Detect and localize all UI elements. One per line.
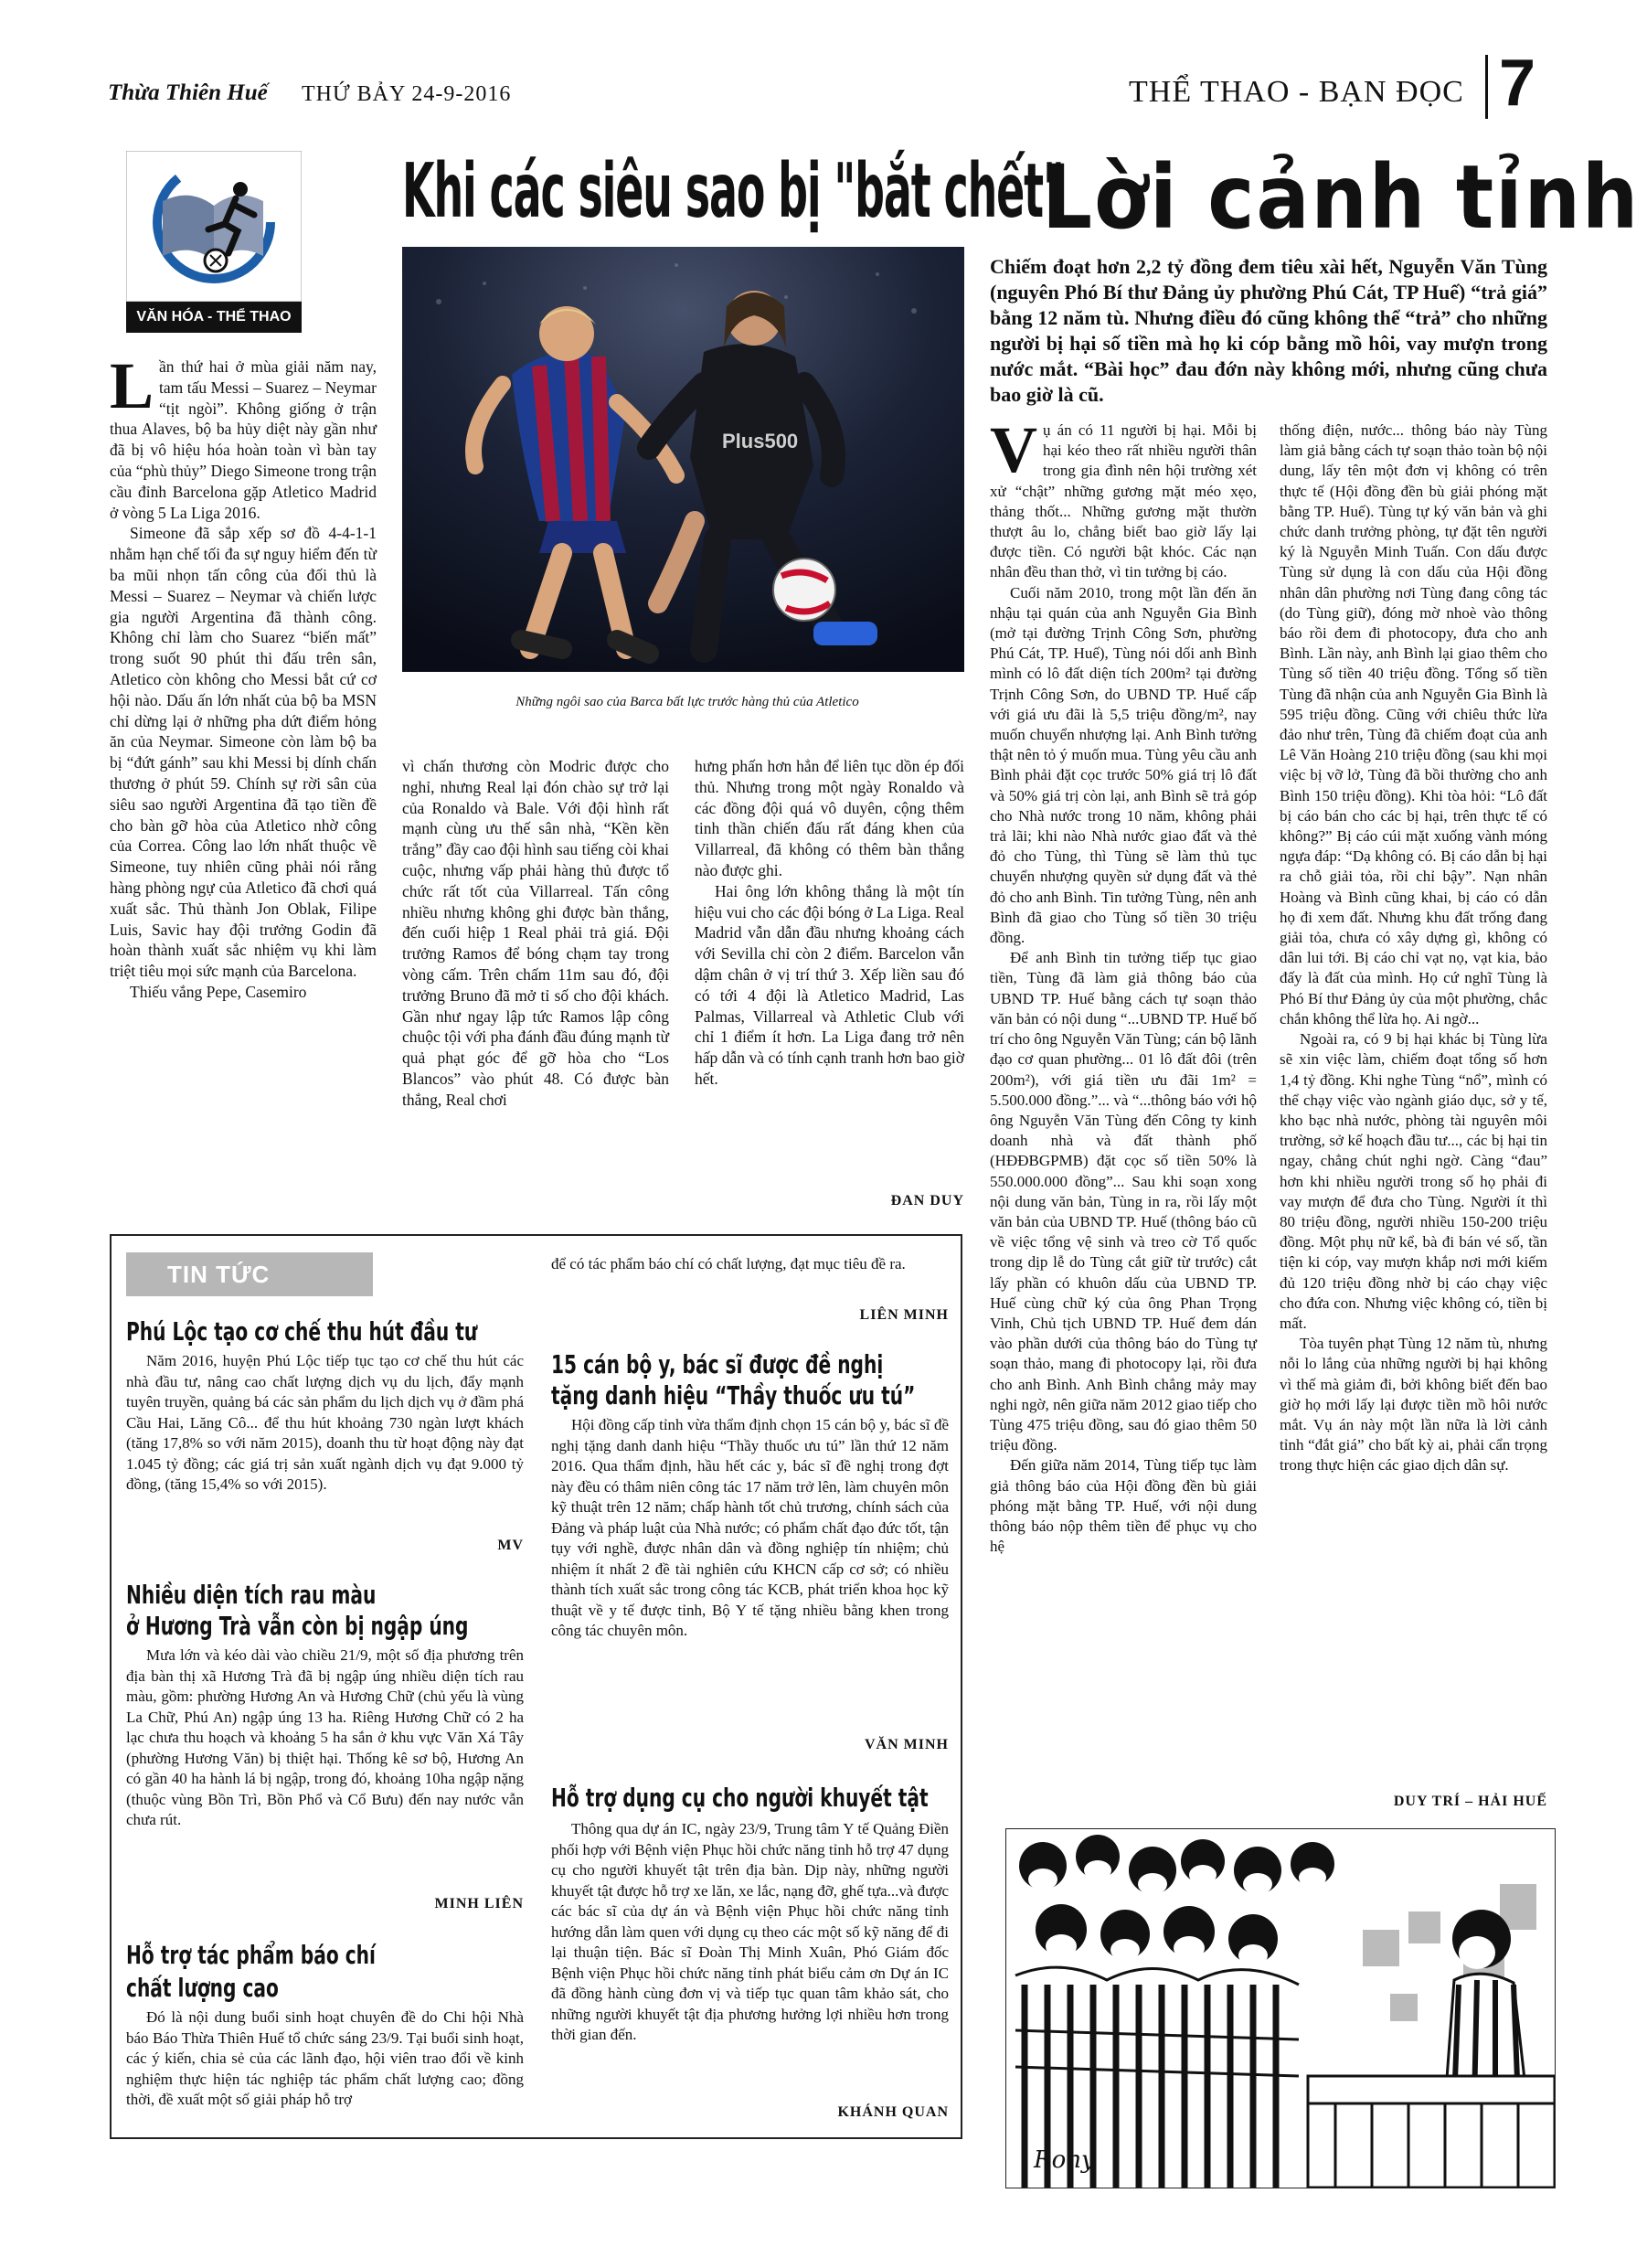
sport-article-column-3 — [695, 756, 964, 1090]
news-author: MINH LIÊN — [434, 1896, 524, 1911]
paragraph: Đến giữa năm 2014, Tùng tiếp tục làm giả thông báo của Hội đồng đền bù giải phóng mặt bằng TP. Huế, với nội dung thông báo nộp thêm tiền để phục vụ cho hệ — [990, 1456, 1257, 1556]
news-title: Hỗ trợ tác phẩm báo chí — [126, 1940, 376, 1970]
sport-article-column-2 — [402, 756, 669, 1111]
news-author: VĂN MINH — [865, 1737, 949, 1752]
sketch-signature: Rony — [1034, 2146, 1095, 2174]
paragraph: thống điện, nước... thông báo này Tùng làm giả bằng cách tự soạn thảo toàn bộ nội dung, lấy tên một đơn vị không có trên thực tế (Hội đồng đền bù giải phóng mặt bằng TP. Huế). Tùng tự ký văn bản và ghi chức danh trưởng phòng, tự đặt tên người ký là Nguyễn Minh Tuấn. Con dấu được Tùng sử dụng là con dấu của Hội đồng nhân dân phường nơi Tùng đang công tác (do Tùng giữ), đóng mờ nhoè vào thông báo rồi đem đi photocopy, đưa cho anh Bình. Lần này, anh Bình lại giao thêm cho Tùng số tiền 40 triệu đồng. Tổng số tiền Tùng đã nhận của anh Nguyễn Gia Bình là 595 triệu đồng. Cũng với chiêu thức lừa đảo như trên, Tùng đã chiếm đoạt của anh Lê Văn Hoàng 210 triệu đồng (sau khi mọi việc bị vỡ lở, Tùng đã bồi thường cho anh Bình 150 triệu đồng). Khi tòa hỏi: “Lô đất bị cáo bán cho các bị hại, trên thực tế có không?” Bị cáo cúi mặt xuống vành móng ngựa đáp: “Dạ không có. Bị cáo dẫn bị hại ra chỗ giải tỏa, rồi chỉ bậy”. Nạn nhân Hoàng và Bình cũng khai, bị cáo có dẫn họ đi xem đất. Nhưng khu đất trống đang giải tỏa, chưa có xây dựng gì, không có dân lui tới. Bị cáo chỉ vạt nọ, vạt kia, bảo đấy là đất của mình. Họ cứ nghĩ Tùng là Phó Bí thư Đảng ủy của một phường, chắc chắn không thể lừa họ. Ai ngờ... — [1280, 421, 1547, 1028]
issue-date: THỨ BẢY 24-9-2016 — [302, 82, 512, 106]
logo-label: VĂN HÓA - THỂ THAO — [126, 302, 302, 333]
paragraph: Simeone đã sắp xếp sơ đồ 4-4-1-1 nhằm hạn chế tối đa sự nguy hiểm đến từ ba mũi nhọn tấn công của đối thủ là Messi – Suarez – Neymar và chiến lược gia người Argentina đã thành công. Không chỉ làm cho Suarez “biến mất” trong suốt 90 phút thi đấu trên sân, Atletico còn không cho Messi bắt cứ cơ hội nào. Dấu ấn lớn nhất của bộ ba MSN chỉ dừng lại ở những pha dứt điểm hỏng ăn của Neymar. Simeone còn làm bộ ba bị “đứt gánh” sau khi Messi bị dính chấn thương ở phút 59. Chính sự rời sân của siêu sao người Argentina đã tạo tiền đề cho bàn gỡ hòa của Atletico nhờ công của Correa. Công lao lớn nhất thuộc về Simeone, tuy nhiên cũng phải nói rằng hàng phòng ngự của Atletico đã chơi quá xuất sắc. Thủ thành Jon Oblak, Filipe Luis, Savic hay đội trưởng Godin đã hoàn thành xuất sắc nhiệm vụ khi làm triệt tiêu mọi sức mạnh của Barcelona. — [110, 524, 377, 981]
sport-article-column-1 — [110, 349, 377, 1003]
football-photo — [402, 247, 964, 672]
dropcap-l: L — [110, 349, 154, 422]
section-title: THỂ THAO - BẠN ĐỌC — [1129, 75, 1464, 109]
paragraph: hưng phấn hơn hẳn để liên tục dồn ép đối thủ. Nhưng trong một ngày Ronaldo và các đồng đội quá vô duyên, cộng thêm tinh thần chiến đấu rất đáng khen của Villarreal, đã không có thêm bàn thắng nào được ghi. — [695, 757, 964, 879]
paragraph: Cuối năm 2010, trong một lần đến ăn nhậu tại quán của anh Nguyễn Gia Bình (mở tại đường Trịnh Công Sơn, phường Phú Cát, TP. Huế), Tùng nói dối anh Bình mình có lô đất diện tích 200m² tại đường Trịnh Công Sơn, do UBND TP. Huế cấp với giá ưu đãi là 5,5 triệu đồng/m², nay muốn chuyển nhượng lại. Anh Bình tưởng thật nên tỏ ý muốn mua. Tùng yêu cầu anh Bình phải đặt cọc trước 50% giá trị lô đất và 50% giá trị còn lại, anh Bình sẽ trả góp cho Nhà nước trong 10 năm, không phải trả lãi; khi nào Nhà nước giao đất và thẻ đỏ cho Tùng, thì Tùng sẽ làm thủ tục chuyển nhượng quyền sử dụng đất và thẻ đỏ cho anh Bình. Tin tưởng Tùng, nên anh Bình đã giao cho Tùng số tiền 30 triệu đồng. — [990, 583, 1257, 947]
news-author: MV — [497, 1538, 524, 1553]
news-title: Hỗ trợ dụng cụ cho người khuyết tật — [551, 1783, 929, 1813]
header-divider — [1485, 55, 1488, 119]
newspaper-name: Thừa Thiên Huế — [108, 80, 268, 105]
court-author: DUY TRÍ – HẢI HUẾ — [1393, 1794, 1547, 1809]
court-article-title: Lời cảnh tỉnh — [1042, 146, 1641, 249]
news-body: Đó là nội dung buổi sinh hoạt chuyên đề do Chi hội Nhà báo Báo Thừa Thiên Huế tổ chức sáng 23/9. Tại buổi sinh hoạt, các ý kiến, chia sẻ của các lãnh đạo, hội viên trao đổi về kinh nghiệm thực hiện tác nghiệp tác phẩm chất lượng cao; đồng thời, đề xuất một số giải pháp hỗ trợ — [126, 2008, 524, 2108]
news-title: chất lượng cao — [126, 1973, 279, 2003]
news-body: Mưa lớn và kéo dài vào chiều 21/9, một số địa phương trên địa bàn thị xã Hương Trà đã bị ngập úng nhiều diện tích rau màu, gồm: phường Hương An và Hương Chữ (chủ yếu là vùng La Chữ, Phú An) ngập úng 13 ha. Riêng Hương Chữ có 2 ha lạc chưa thu hoạch và khoảng 5 ha sắn ở khu vực Văn Xá Tây (phường Hương Văn) bị thiệt hại. Thống kê sơ bộ, Hương An có gần 40 ha hành lá bị ngập, trong đó, khoảng 10ha ngập nặng (thuộc vùng Bồn Trì, Bồn Phổ và Cổ Bưu) đến nay nước vẫn chưa rút. — [126, 1646, 524, 1828]
news-author: KHÁNH QUAN — [837, 2104, 949, 2120]
paragraph: vì chấn thương còn Modric được cho nghỉ, nhưng Real lại đón chào sự trở lại của Ronaldo và Bale. Với đội hình rất mạnh cùng ưu thế sân nhà, “Kền kền trắng” đầy cao đội hình sau tiếng còi khai cuộc, nhưng vấp phải hàng thủ được tổ chức rất tốt của Villarreal. Tấn công nhiều nhưng không ghi được bàn thắng, đến cuối hiệp 1 Real phải trả giá. Đội trưởng Ramos để bóng chạm tay trong vòng cấm. Trên chấm 11m sau đó, đội trưởng Bruno đã mở tỉ số cho đội khách. Gần như ngay lập tức Ramos lập công chuộc tội với pha đánh đầu đúng mạnh từ quả phạt góc để gỡ hòa cho “Los Blancos” vào phút 48. Có được bàn thắng, Real chơi — [402, 757, 669, 1109]
news-body: Hội đồng cấp tỉnh vừa thẩm định chọn 15 cán bộ y, bác sĩ đề nghị tặng danh danh hiệu “Thầy thuốc ưu tú” lần thứ 12 năm 2016. Qua thẩm định, hầu hết các y, bác sĩ đề nghị trong đợt này đều có thâm niên công tác 17 năm trở lên, làm chuyên môn kỹ thuật trên 12 năm; chấp hành tốt chủ trương, chính sách của Đảng và pháp luật của Nhà nước; có phẩm chất đạo đức tốt, tận tụy với nghề, được nhân dân và đồng nghiệp tín nhiệm; chủ nhiệm ít nhất 2 đề tài nghiên cứu KHCN cấp cơ sở; có nhiều thành tích xuất sắc trong công tác KCB, phát triển khoa học kỹ thuật về y tế được tỉnh, Bộ Y tế tặng nhiều bằng khen trong công tác chuyên môn. — [551, 1416, 949, 1639]
court-article-column-1 — [990, 413, 1257, 1557]
paragraph: ần thứ hai ở mùa giải năm nay, tam tấu Messi – Suarez – Neymar “tịt ngòi”. Không giống ở trận thua Alaves, bộ ba hủy diệt này gần như đã bị vô hiệu hóa hoàn toàn vì bàn tay của “phù thủy” Diego Simeone trong trận cầu đỉnh Barcelona gặp Atletico Madrid ở vòng 5 La Liga 2016. — [110, 357, 377, 522]
paragraph: Thiếu vắng Pepe, Casemiro — [130, 982, 307, 1001]
sport-article-title: Khi các siêu sao bị "bắt chết" — [402, 148, 1064, 235]
paragraph: Tòa tuyên phạt Tùng 12 năm tù, nhưng nỗi lo lắng của những người bị hại không vì thế mà giảm đi, bởi không biết đến bao giờ họ mới lấy lại được tiền mồ hôi nước mắt. Vụ án này một lần nữa là lời cảnh tỉnh “đắt giá” cho bất kỳ ai, phải cẩn trọng trong thực hiện các giao dịch dân sự. — [1280, 1335, 1547, 1475]
photo-caption: Những ngôi sao của Barca bất lực trước hàng thủ của Atletico — [515, 695, 859, 709]
news-title: ở Hương Trà vẫn còn bị ngập úng — [126, 1611, 469, 1641]
paragraph: Ngoài ra, có 9 bị hại khác bị Tùng lừa sẽ xin việc làm, chiếm đoạt tổng số hơn 1,4 tỷ đồng. Khi nghe Tùng “nổ”, mình có thể chạy việc vào ngành giáo dục, sở y tế, kho bạc nhà nước, phòng tài nguyên môi trường, sở kế hoạch đầu tư..., các bị hại tin ngay, chẳng chút nghi ngờ. Càng “đau” hơn khi nhiều người trong số họ phải đi vay mượn để đưa cho Tùng. Người ít thì 80 triệu đồng, người nhiều 150-200 triệu đồng. Một phụ nữ kể, bà đi bán vé số, tần tiện ki cóp, vay mượn khắp nơi mới kiếm đủ 120 triệu đồng nhờ bị cáo chạy việc cho đứa con. Nhưng việc không có, tiền bị mất. — [1280, 1030, 1547, 1332]
news-box-label: TIN TỨC — [126, 1252, 373, 1296]
news-title: Phú Lộc tạo cơ chế thu hút đầu tư — [126, 1316, 478, 1347]
paragraph: Hai ông lớn không thắng là một tín hiệu vui cho các đội bóng ở La Liga. Real Madrid vẫn dẫn đầu nhưng khoảng cách với Sevilla chỉ còn 2 điểm. Barcelon vẫn dậm chân ở vị trí thứ 3. Xếp liền sau đó có tới 4 đội là Atletico Madrid, Las Palmas, Villarreal và Athletic Club với chỉ 1 điểm ít hơn. La Liga đang trở nên hấp dẫn và có tính cạnh tranh hơn bao giờ hết. — [695, 881, 964, 1088]
courtroom-sketch — [1005, 1828, 1556, 2188]
news-body: Năm 2016, huyện Phú Lộc tiếp tục tạo cơ chế thu hút các nhà đầu tư, nâng cao chất lượng dịch vụ du lịch, đẩy mạnh tuyên truyền, quảng bá các sản phẩm du lịch dịch vụ ở đầm phá Cầu Hai, Lăng Cô... để thu hút khoảng 730 ngàn lượt khách (tăng 17,8% so với năm 2015), doanh thu từ hoạt động này đạt 1.045 tỷ đồng; các giá trị sản xuất ngành dịch vụ đạt 9.000 tỷ đồng, (tăng 15,4% so với 2015). — [126, 1352, 524, 1493]
page-number: 7 — [1499, 47, 1536, 120]
news-body-continued: để có tác phẩm báo chí có chất lượng, đạt mục tiêu đề ra. — [551, 1255, 906, 1272]
news-title: Nhiều diện tích rau màu — [126, 1580, 377, 1610]
svg-text:Plus500: Plus500 — [722, 430, 799, 453]
news-body: Thông qua dự án IC, ngày 23/9, Trung tâm Y tế Quảng Điền phối hợp với Bệnh viện Phục hồi chức năng tỉnh hỗ trợ 47 dụng cụ cho người khuyết tật trên địa bàn. Dịp này, những người khuyết tật được hỗ trợ xe lăn, xe lắc, nạng đỡ, ghế tựa...và được các bác sĩ của dự án và Bệnh viện Phục hồi chức năng tỉnh hướng dẫn làm quen với dụng cụ theo các một số kỹ năng để đi lại thuận tiện. Bác sĩ Đoàn Thị Minh Xuân, Phó Giám đốc Bệnh viện Phục hồi chức năng tỉnh phát biểu cảm ơn Dự án IC đã đồng hành cùng đơn vị và tiếp tục quan tâm khảo sát, cho những người khuyết tật địa phương hưởng lợi nhiều hơn trong thời gian đến. — [551, 1820, 949, 2043]
court-article-lead: Chiếm đoạt hơn 2,2 tỷ đồng đem tiêu xài hết, Nguyễn Văn Tùng (nguyên Phó Bí thư Đảng ủy phường Phú Cát, TP Huế) “trả giá” bằng 12 năm tù. Nhưng điều đó cũng không thể “trả” cho những người bị hại số tiền mà họ ki cóp bằng mồ hôi, vay mượn trong nước mắt. “Bài học” đau đớn này không mới, nhưng cũng chưa bao giờ là cũ. — [990, 255, 1547, 406]
news-title: 15 cán bộ y, bác sĩ được đề nghị — [551, 1349, 884, 1379]
dropcap-v: V — [990, 413, 1037, 486]
sport-author: ĐAN DUY — [890, 1193, 964, 1209]
paragraph: Để anh Bình tin tưởng tiếp tục giao tiền, Tùng đã làm giả thông báo của UBND TP. Huế bằng cách tự soạn thảo văn bản có nội dung “...UBND TP. Huế bố trí cho ông Nguyễn Văn Tùng; cán bộ lãnh đạo cơ quan phường... 01 lô đất đôi (trên 200m²), với giá tiền ưu đãi 1m² = 5.500.000 đồng.”... và “...thông báo với hộ ông Nguyễn Văn Tùng đến Công ty kinh doanh nhà và đất thành phố (HĐĐBGPMB) đặt cọc số tiền 50% là 550.000.000 đồng”... Sau khi soạn xong nội dung văn bản, Tùng in ra, rồi lấy một văn bản của UBND TP. Huế (thông báo cũ về việc tổng vệ sinh và treo cờ Tổ quốc trong dịp lễ do Tùng cắt giữ từ trước) cắt lấy phần có khuôn dấu của UBND TP. Huế cùng chữ ký của ông Phan Trọng Vinh, Chủ tịch UBND TP. Huế đem dán vào phần dưới của thông báo do Tùng tự soạn thảo, mang đi photocopy lại, rồi đưa cho anh Bình. Anh Bình chẳng mảy may nghi ngờ, nên giữa năm 2012 giao tiếp cho Tùng 475 triệu đồng, sau đó giao thêm 50 triệu đồng. — [990, 949, 1257, 1454]
paragraph: ụ án có 11 người bị hại. Mỗi bị hại kéo theo rất nhiều người thân trong gia đình nên hội trường xét xử “chật” những gương mặt méo xẹo, thảng thốt... Những gương mặt thườn thượt âu lo, chẳng biết bao giờ lấy lại được tiền. Có người bật khóc. Các nạn nhân đều than thở, vì tin tưởng bị cáo. — [990, 421, 1257, 581]
court-article-column-2 — [1280, 421, 1547, 1476]
news-author: LIÊN MINH — [859, 1307, 949, 1323]
news-title: tặng danh hiệu “Thầy thuốc ưu tú” — [551, 1380, 916, 1411]
